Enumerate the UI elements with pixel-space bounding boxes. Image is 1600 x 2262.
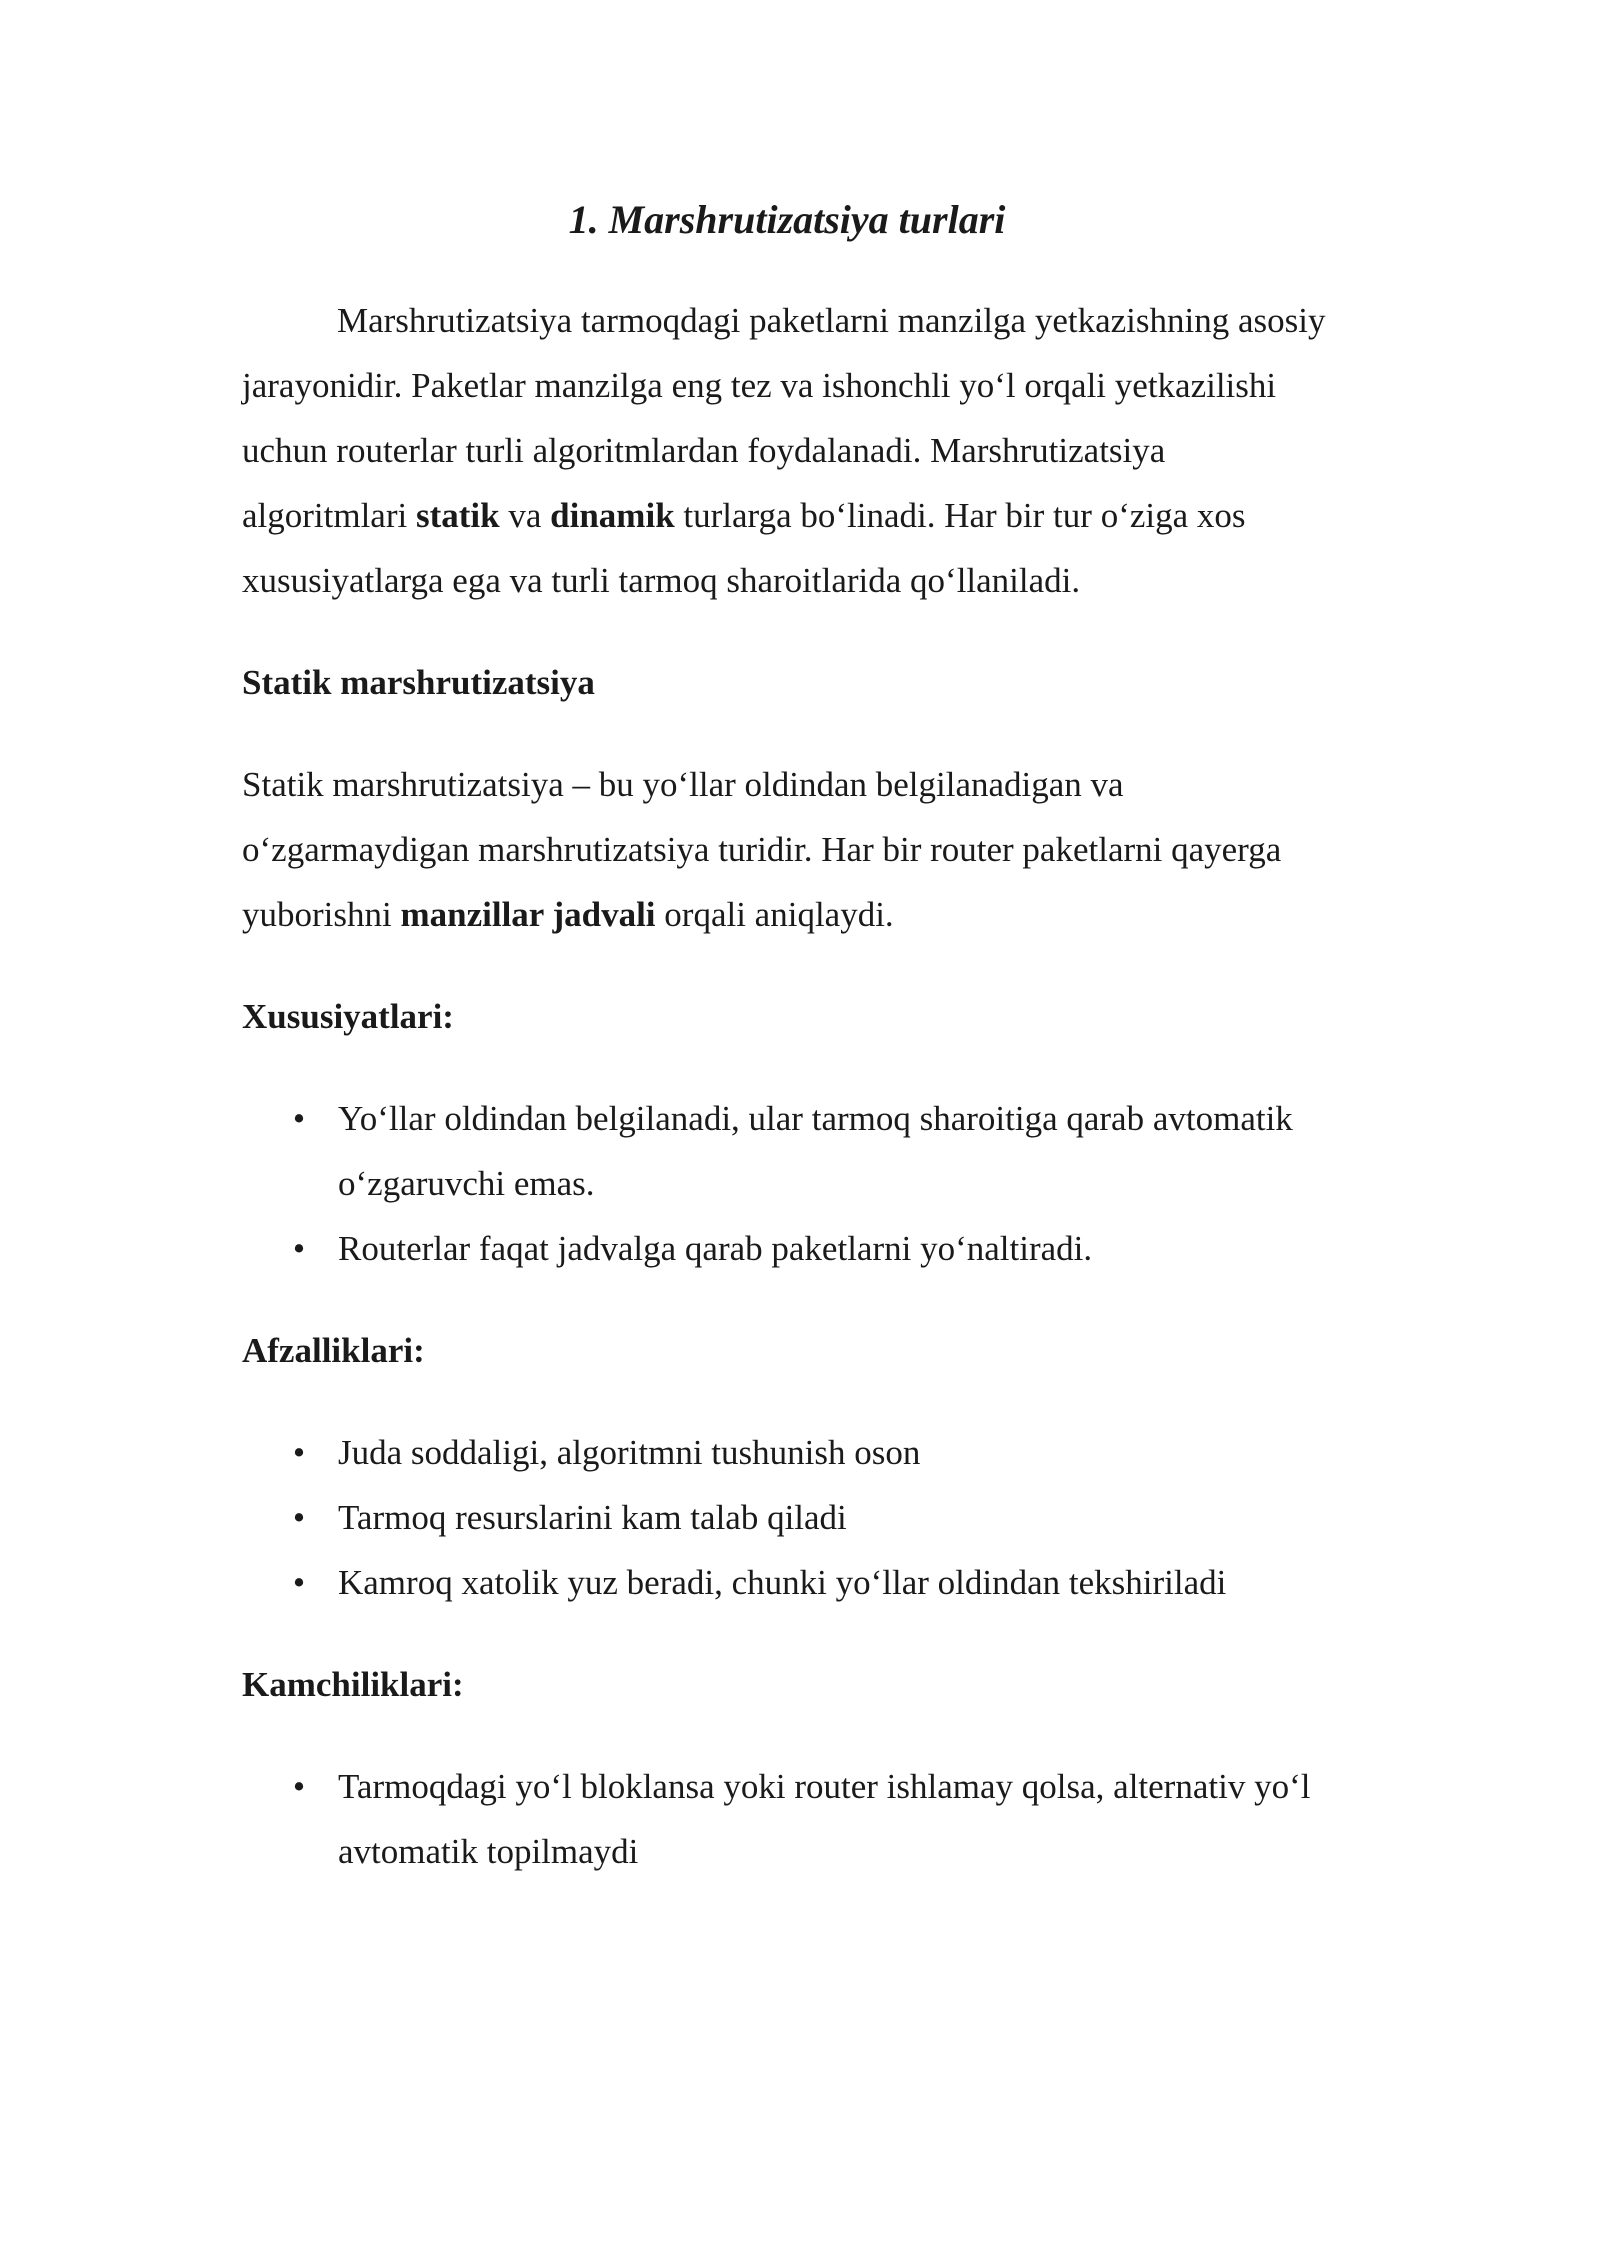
list-item-text: Yo‘llar oldindan belgilanadi, ular tarmoq sharoitiga qarab avtomatik o‘zgaruvchi emas. [338, 1099, 1293, 1203]
intro-paragraph [242, 288, 1332, 613]
bullet-icon: • [292, 1563, 306, 1602]
intro-bold-static: statik [415, 496, 500, 535]
static-text-part2: orqali aniqlaydi. [655, 895, 894, 934]
list-item-text: Tarmoq resurslarini kam talab qiladi [338, 1498, 847, 1537]
document-content [242, 192, 1332, 1884]
intro-text-part1: Marshrutizatsiya tarmoqdagi paketlarni manzilga yetkazishning asosiy jarayonidir. Paketlar manzilga eng tez va ishonchli yo‘l orqali yetkazilishi uchun routerlar turli algoritmlardan foydalanadi. Marshrutizatsiya algoritmlari [242, 301, 1326, 535]
list-item-text: Kamroq xatolik yuz beradi, chunki yo‘llar oldindan tekshiriladi [338, 1563, 1227, 1602]
list-item [242, 1550, 1332, 1615]
intro-text-part2: va [499, 496, 551, 535]
advantages-heading: Afzalliklari: [242, 1331, 425, 1370]
bullet-icon: • [292, 1433, 306, 1472]
list-item [242, 1754, 1332, 1884]
features-list [242, 1086, 1332, 1281]
list-item [242, 1420, 1332, 1485]
intro-bold-dynamic: dinamik [550, 496, 675, 535]
list-item-text: Routerlar faqat jadvalga qarab paketlarni yo‘naltiradi. [338, 1229, 1093, 1268]
bullet-icon: • [292, 1767, 306, 1806]
bullet-icon: • [292, 1229, 306, 1268]
list-item [242, 1485, 1332, 1550]
bullet-icon: • [292, 1099, 306, 1138]
advantages-list [242, 1420, 1332, 1615]
list-item-text: Tarmoqdagi yo‘l bloklansa yoki router ishlamay qolsa, alternativ yo‘l avtomatik topilmaydi [338, 1767, 1311, 1871]
list-item [242, 1086, 1332, 1216]
intro-text-part3: turlarga bo‘linadi. Har bir tur o‘ziga xos xususiyatlarga ega va turli tarmoq sharoitlarida qo‘llaniladi. [242, 496, 1246, 600]
list-item [242, 1216, 1332, 1281]
static-bold-routing-table: manzillar jadvali [400, 895, 656, 934]
disadvantages-list [242, 1754, 1332, 1884]
list-item-text: Juda soddaligi, algoritmni tushunish oson [338, 1433, 921, 1472]
features-heading: Xususiyatlari: [242, 997, 454, 1036]
disadvantages-heading: Kamchiliklari: [242, 1665, 464, 1704]
static-text-part1: Statik marshrutizatsiya – bu yo‘llar oldindan belgilanadigan va o‘zgarmaydigan marshrutizatsiya turidir. Har bir router paketlarni qayerga yuborishni [242, 765, 1282, 934]
static-routing-heading: Statik marshrutizatsiya [242, 663, 595, 702]
bullet-icon: • [292, 1498, 306, 1537]
static-routing-paragraph [242, 752, 1332, 947]
document-title: 1. Marshrutizatsiya turlari [568, 197, 1006, 242]
